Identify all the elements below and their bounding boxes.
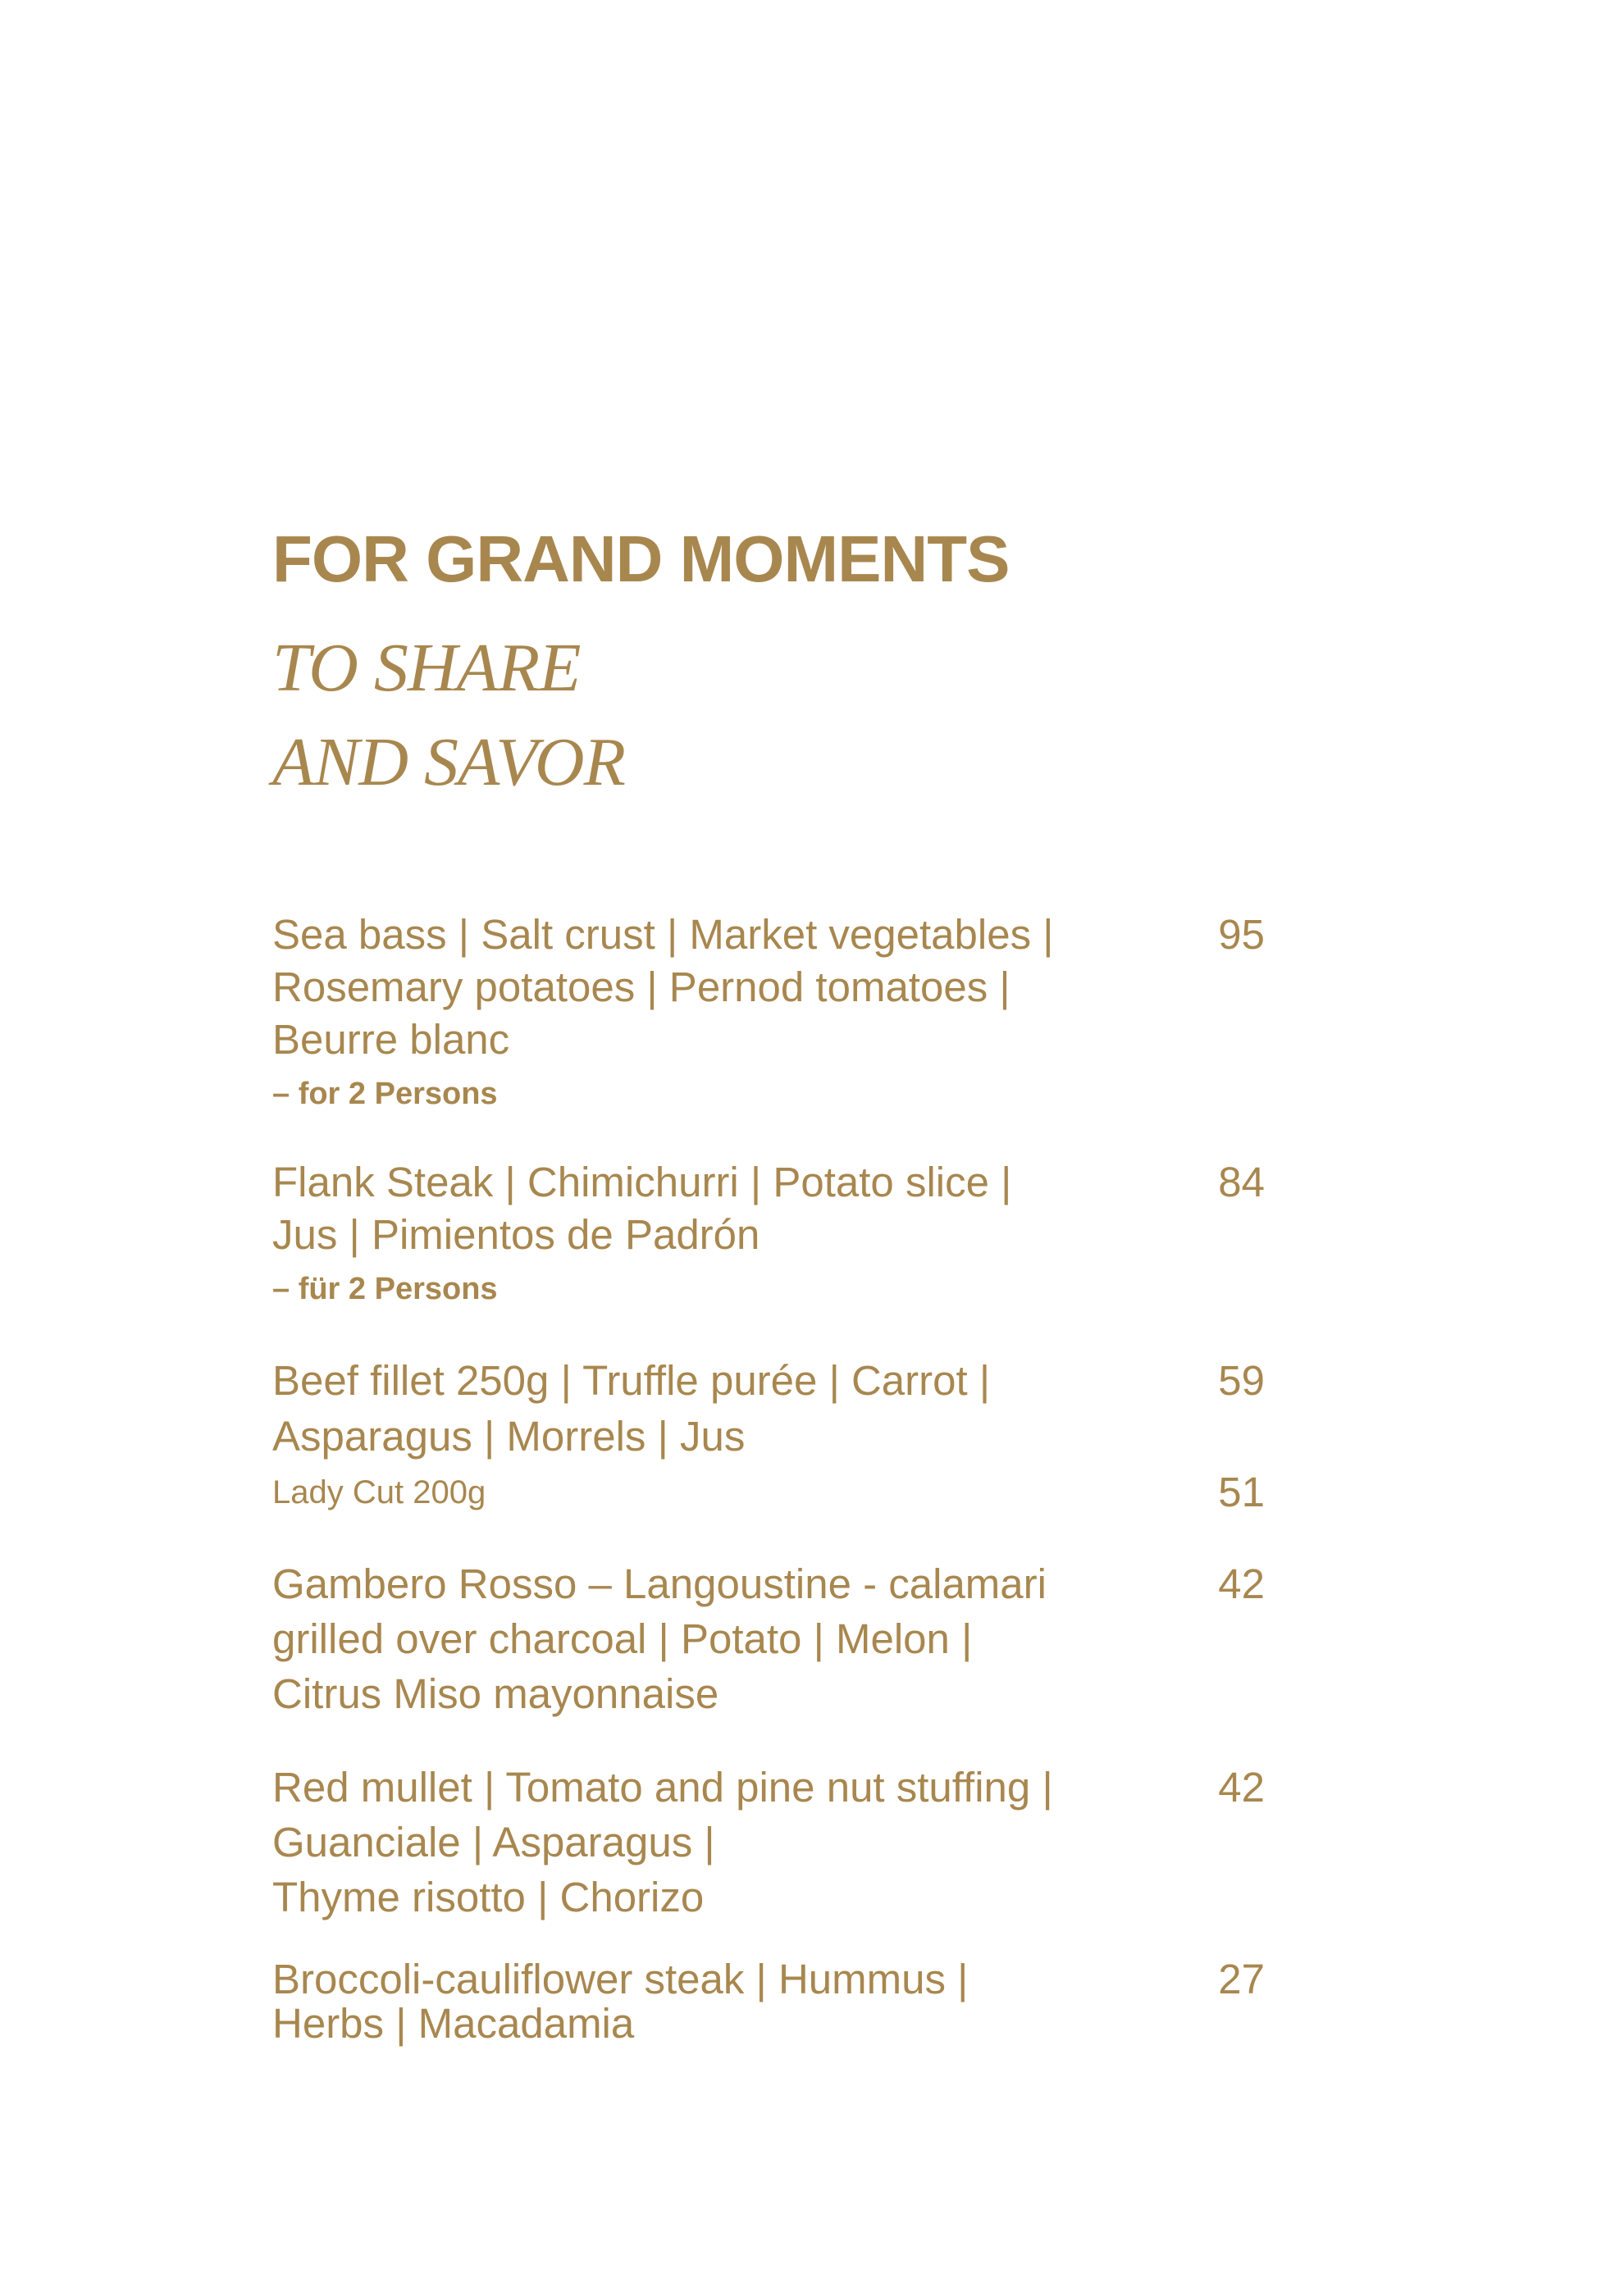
menu-item-red-mullet: [272, 1760, 1265, 1925]
subtitle-line-2: AND SAVOR: [272, 724, 625, 800]
description-line: Rosemary potatoes | Pernod tomatoes |: [272, 963, 1010, 1010]
menu-item-price: 59: [1218, 1357, 1265, 1404]
menu-item-gambero-rosso: [272, 1556, 1265, 1721]
subtitle-line-1: TO SHARE: [272, 630, 581, 706]
description-line: Guanciale | Asparagus |: [272, 1819, 715, 1866]
description-line: grilled over charcoal | Potato | Melon |: [272, 1615, 973, 1662]
menu-item-description: [272, 1156, 1158, 1310]
description-line: Asparagus | Morrels | Jus: [272, 1413, 746, 1460]
menu-item-description: [272, 1957, 1158, 2046]
menu-item-broccoli-cauliflower-steak: [272, 1957, 1265, 2046]
menu-item-price: 42: [1218, 1764, 1265, 1811]
description-line: Gambero Rosso – Langoustine - calamari: [272, 1560, 1047, 1607]
description-line: Broccoli-cauliflower steak | Hummus |: [272, 1956, 969, 2002]
menu-item-beef-fillet: [272, 1353, 1265, 1520]
description-line: Flank Steak | Chimichurri | Potato slice |: [272, 1159, 1012, 1205]
variant-price: 51: [1218, 1469, 1265, 1515]
menu-item-price: 95: [1218, 911, 1265, 958]
description-line: Beurre blanc: [272, 1016, 510, 1063]
menu-item-description: [272, 1760, 1158, 1925]
page-title: FOR GRAND MOMENTS: [272, 522, 1010, 595]
menu-item-variant: [272, 1465, 1265, 1520]
serving-note: – for 2 Persons: [272, 1077, 498, 1111]
description-line: Sea bass | Salt crust | Market vegetables |: [272, 911, 1054, 958]
description-line: Beef fillet 250g | Truffle purée | Carrot |: [272, 1357, 991, 1404]
description-line: Thyme risotto | Chorizo: [272, 1874, 705, 1920]
menu-item-description: [272, 909, 1158, 1115]
menu-item-price: 42: [1218, 1560, 1265, 1607]
description-line: Herbs | Macadamia: [272, 2000, 635, 2047]
menu-item-sea-bass: [272, 909, 1265, 1115]
serving-note: – für 2 Persons: [272, 1272, 498, 1306]
menu-item-description: [272, 1353, 1158, 1465]
menu-item-description: [272, 1556, 1158, 1721]
variant-label: Lady Cut 200g: [272, 1474, 486, 1510]
description-line: Jus | Pimientos de Padrón: [272, 1211, 760, 1258]
menu-item-price: 84: [1218, 1159, 1265, 1205]
menu-item-price: 27: [1218, 1956, 1265, 2002]
description-line: Citrus Miso mayonnaise: [272, 1670, 719, 1717]
menu-item-flank-steak: [272, 1156, 1265, 1310]
description-line: Red mullet | Tomato and pine nut stuffing |: [272, 1764, 1053, 1811]
